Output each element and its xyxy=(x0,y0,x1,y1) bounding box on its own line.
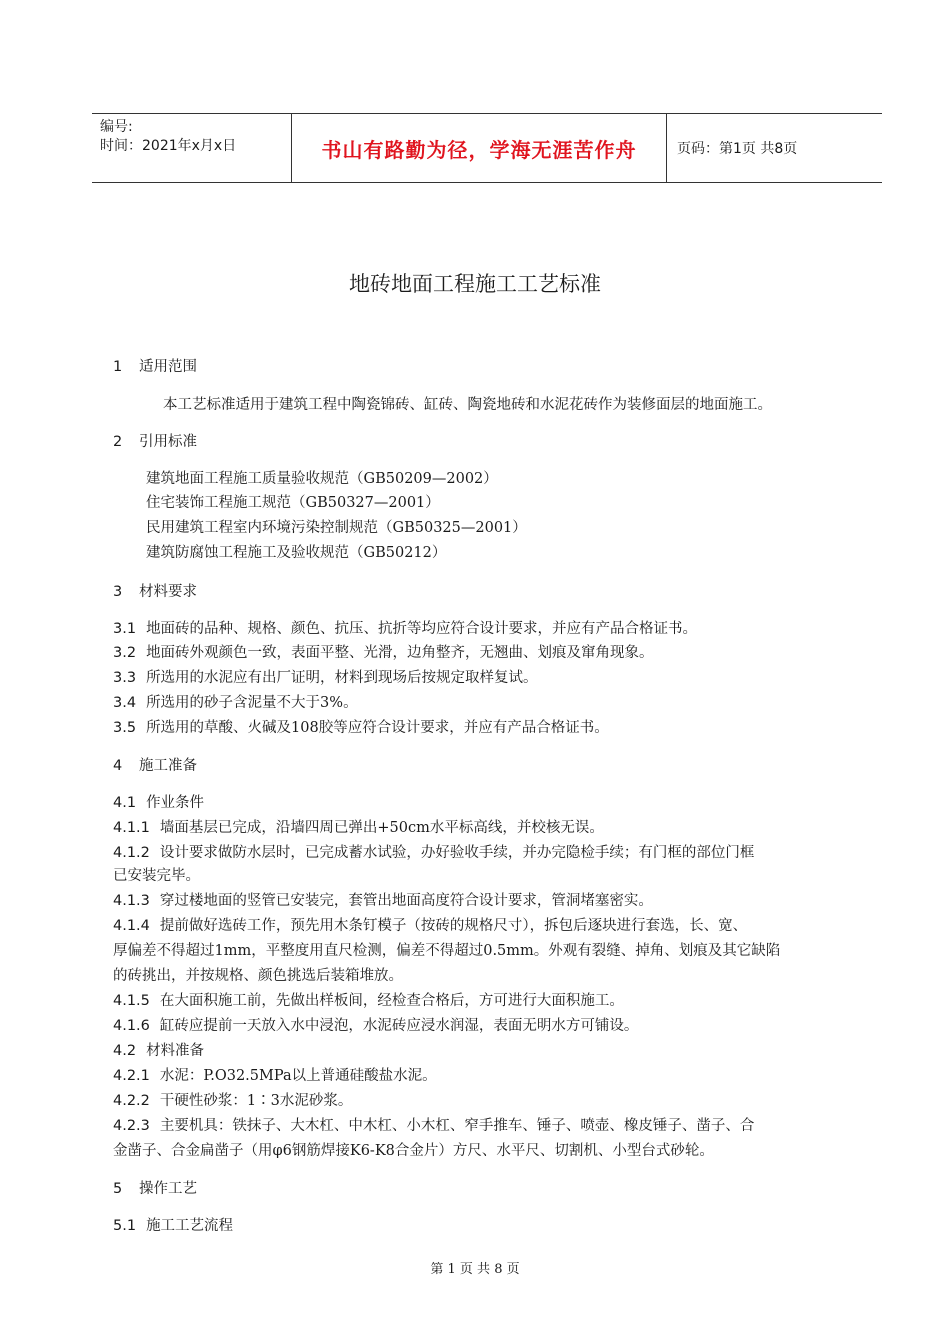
material-prep-line: 4.2.3 主要机具：铁抹子、大木杠、中木杠、小木杠、窄手推车、锤子、喷壶、橡皮锤子、凿子、合 xyxy=(113,1118,755,1134)
material-item: 3.3 所选用的水泥应有出厂证明，材料到现场后按规定取样复试。 xyxy=(113,670,538,686)
section-1-heading: 1 适用范围 xyxy=(113,359,197,375)
condition-line: 4.1.6 缸砖应提前一天放入水中浸泡，水泥砖应浸水润湿，表面无明水方可铺设。 xyxy=(113,1018,639,1034)
document-title: 地砖地面工程施工工艺标准 xyxy=(349,272,601,296)
material-item: 3.5 所选用的草酸、火碱及108胶等应符合设计要求，并应有产品合格证书。 xyxy=(113,720,609,736)
condition-line: 4.1.4 提前做好选砖工作，预先用木条钉模子（按砖的规格尺寸），拆包后逐块进行套选，长、宽、 xyxy=(113,918,748,934)
condition-line: 4.1.3 穿过楼地面的竖管已安装完，套管出地面高度符合设计要求，管洞堵塞密实。 xyxy=(113,893,653,909)
material-item: 3.2 地面砖外观颜色一致，表面平整、光滑，边角整齐，无翘曲、划痕及窜角现象。 xyxy=(113,645,654,661)
material-item: 3.1 地面砖的品种、规格、颜色、抗压、抗折等均应符合设计要求，并应有产品合格证书。 xyxy=(113,621,698,637)
condition-line: 4.1.2 设计要求做防水层时，已完成蓄水试验，办好验收手续，并办完隐检手续；有门框的部位门框 xyxy=(113,845,755,861)
reference-item: 建筑防腐蚀工程施工及验收规范（GB50212） xyxy=(146,545,447,561)
page-footer: 第 1 页 共 8 页 xyxy=(430,1262,520,1277)
header-motto: 书山有路勤为径，学海无涯苦作舟 xyxy=(292,114,667,182)
section-3-heading: 3 材料要求 xyxy=(113,584,197,600)
condition-line: 厚偏差不得超过1mm，平整度用直尺检测，偏差不得超过0.5mm。外观有裂缝、掉角、划痕及其它缺陷 xyxy=(113,943,781,959)
material-item: 3.4 所选用的砂子含泥量不大于3%。 xyxy=(113,695,358,711)
subsection-4-1-heading: 4.1 作业条件 xyxy=(113,795,205,811)
number-label: 编号: xyxy=(100,119,133,135)
section-4-heading: 4 施工准备 xyxy=(113,758,197,774)
material-prep-line: 4.2.2 干硬性砂浆：1∶3水泥砂浆。 xyxy=(113,1093,353,1109)
subsection-5-1-heading: 5.1 施工工艺流程 xyxy=(113,1218,234,1234)
condition-line: 的砖挑出，并按规格、颜色挑选后装箱堆放。 xyxy=(113,968,403,984)
section-1-text: 本工艺标准适用于建筑工程中陶瓷锦砖、缸砖、陶瓷地砖和水泥花砖作为装修面层的地面施工。 xyxy=(163,397,772,413)
header-page-label: 页码：第1页 共8页 xyxy=(677,141,798,157)
reference-item: 建筑地面工程施工质量验收规范（GB50209—2002） xyxy=(146,471,498,487)
reference-item: 住宅装饰工程施工规范（GB50327—2001） xyxy=(146,495,440,511)
condition-line: 已安装完毕。 xyxy=(113,868,200,884)
time-label: 时间：2021年x月x日 xyxy=(100,138,237,154)
header-meta xyxy=(92,114,292,182)
section-2-heading: 2 引用标准 xyxy=(113,434,197,450)
section-5-heading: 5 操作工艺 xyxy=(113,1181,197,1197)
condition-line: 4.1.5 在大面积施工前，先做出样板间，经检查合格后，方可进行大面积施工。 xyxy=(113,993,624,1009)
subsection-4-2-heading: 4.2 材料准备 xyxy=(113,1043,205,1059)
condition-line: 4.1.1 墙面基层已完成，沿墙四周已弹出+50cm水平标高线，并校核无误。 xyxy=(113,820,604,836)
material-prep-line: 金凿子、合金扁凿子（用φ6钢筋焊接K6-K8合金片）方尺、水平尺、切割机、小型台式砂轮。 xyxy=(113,1143,714,1159)
material-prep-line: 4.2.1 水泥：P.O32.5MPa以上普通硅酸盐水泥。 xyxy=(113,1068,437,1084)
page-header xyxy=(92,113,882,183)
reference-item: 民用建筑工程室内环境污染控制规范（GB50325—2001） xyxy=(146,520,527,536)
